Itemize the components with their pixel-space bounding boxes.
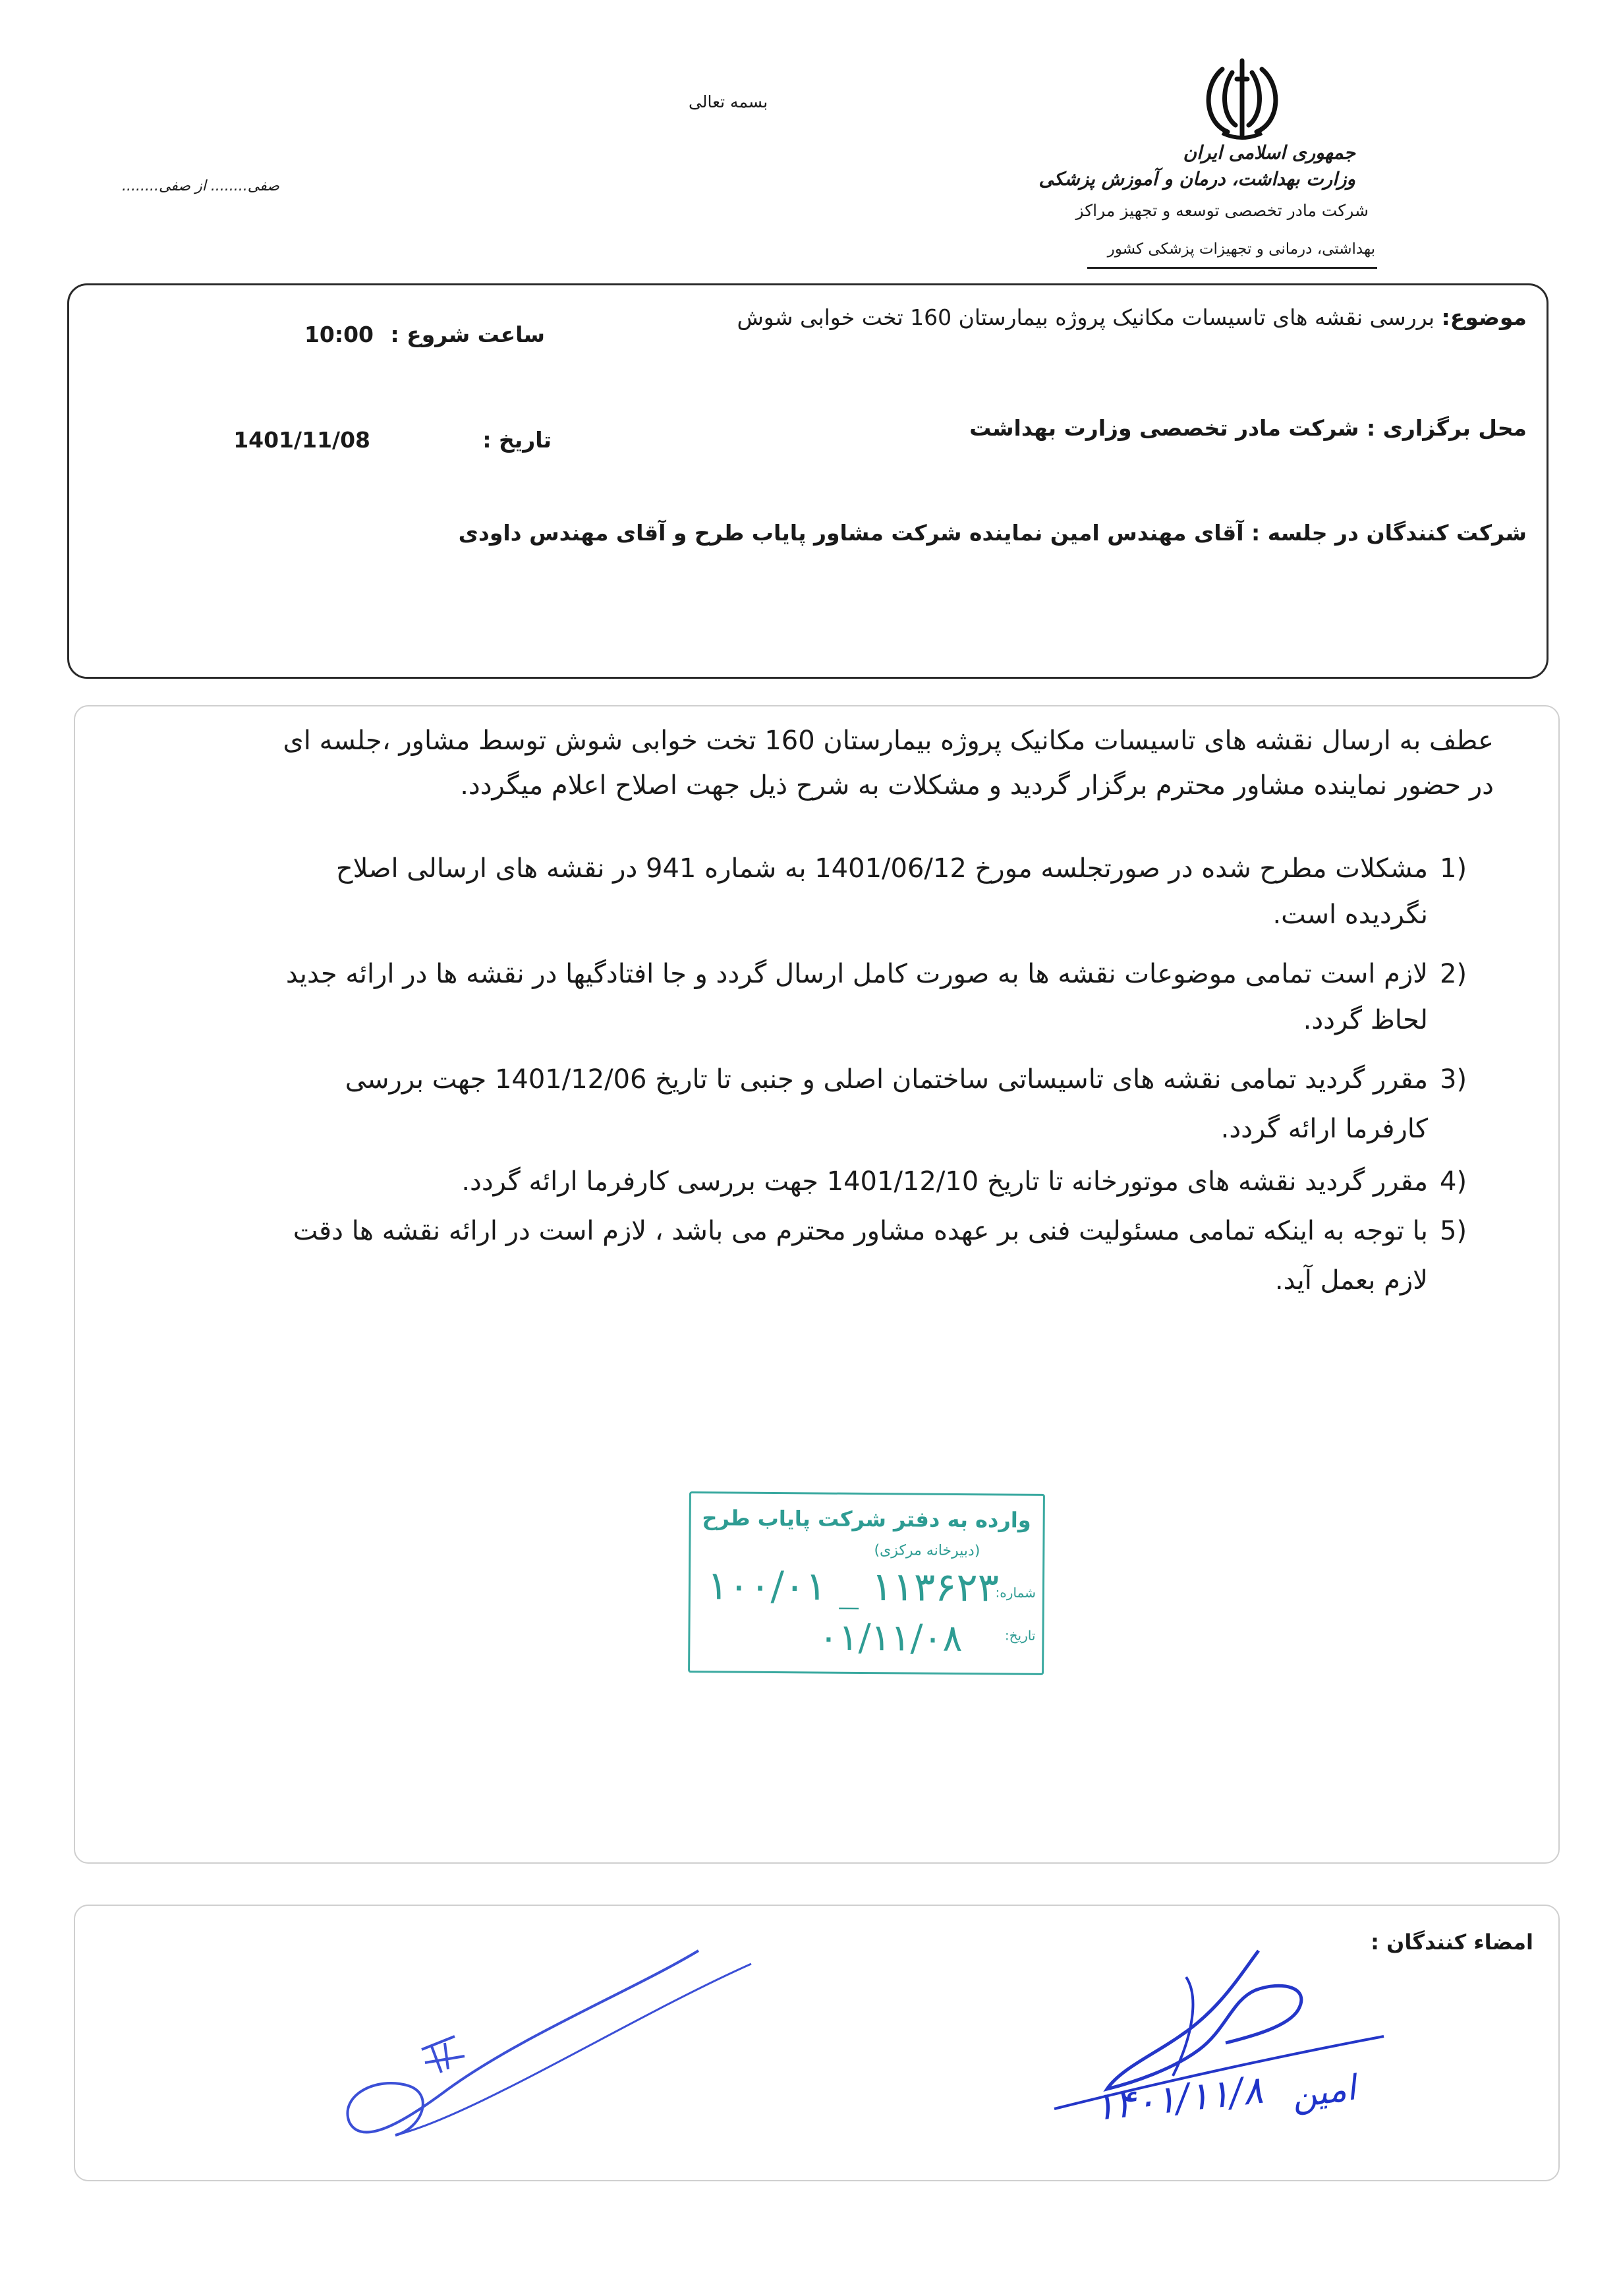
item-number: 1)	[1440, 853, 1467, 884]
stamp-number-label: شماره:	[995, 1584, 1036, 1601]
item-number: 4)	[1440, 1166, 1467, 1197]
item-1-line-2: نگردیده است.	[1272, 900, 1428, 930]
received-stamp	[688, 1491, 1045, 1675]
stamp-date-value: ۰۱/۱۱/۰۸	[818, 1616, 963, 1661]
subject-row	[737, 304, 1527, 330]
item-number: 2)	[1440, 959, 1467, 989]
item-2-line-2: لحاظ گردد.	[1303, 1005, 1428, 1035]
ministry-title: وزارت بهداشت، درمان و آموزش پزشکی	[1038, 168, 1355, 190]
intro-line-1: عطف به ارسال نقشه های تاسیسات مکانیک پروژه بیمارستان 160 تخت خوابی شوش توسط مشاور ،جلسه ای	[283, 726, 1494, 756]
header-divider	[1087, 267, 1377, 269]
republic-title: جمهوری اسلامی ایران	[1183, 142, 1355, 163]
company-title: شرکت مادر تخصصی توسعه و تجهیز مراکز	[1075, 201, 1369, 220]
signature-left	[323, 1937, 784, 2155]
meeting-info-box	[67, 283, 1548, 679]
stamp-subtitle: (دبیرخانه مرکزی)	[874, 1542, 980, 1560]
start-time-value: 10:00	[304, 322, 374, 347]
item-number: 5)	[1440, 1216, 1467, 1246]
date-label: تاریخ :	[482, 427, 552, 453]
item-3-line-2: کارفرما ارائه گردد.	[1220, 1114, 1428, 1144]
iran-emblem-logo	[1196, 53, 1288, 145]
item-4-line-1: مقرر گردید نقشه های موتورخانه تا تاریخ 1401/12/10 جهت بررسی کارفرما ارائه گردد.	[461, 1166, 1428, 1197]
page-number: صفی........ از صفی........	[122, 178, 279, 194]
item-5-line-2: لازم بعمل آید.	[1274, 1265, 1428, 1296]
stamp-title: وارده به دفتر شرکت پایاب طرح	[702, 1505, 1031, 1533]
handwritten-name: امین	[1289, 2068, 1359, 2117]
item-2-line-1: لازم است تمامی موضوعات نقشه ها به صورت کامل ارسال گردد و جا افتادگیها در نقشه ها در ارائه جدید	[285, 959, 1428, 989]
item-1-line-1: مشکلات مطرح شده در صورتجلسه مورخ 1401/06/12 به شماره 941 در نقشه های ارسالی اصلاح	[335, 853, 1428, 884]
item-number: 3)	[1440, 1064, 1467, 1095]
subject-label: موضوع:	[1441, 304, 1527, 330]
department-title: بهداشتی، درمانی و تجهیزات پزشکی کشور	[1107, 241, 1375, 258]
bismillah-heading: بسمه تعالی	[689, 92, 768, 111]
attendees-text: شرکت کنندگان در جلسه : آقای مهندس امین نماینده شرکت مشاور پایاب طرح و آقای مهندس داودی	[458, 520, 1527, 546]
stamp-number-value: ۱۰۰/۰۱ _ ۱۱۳۶۲۳	[706, 1563, 1000, 1611]
start-time-label: ساعت شروع :	[390, 322, 545, 347]
date-value: 1401/11/08	[233, 427, 370, 453]
item-5-line-1: با توجه به اینکه تمامی مسئولیت فنی بر عهده مشاور محترم می باشد ، لازم است در ارائه نقشه ها دقت	[293, 1216, 1428, 1246]
handwritten-date: ۱۴۰۱/۱۱/۸	[1092, 2067, 1266, 2130]
intro-line-2: در حضور نماینده مشاور محترم برگزار گردید و مشکلات به شرح ذیل جهت اصلاح اعلام میگردد.	[460, 770, 1494, 801]
stamp-date-label: تاریخ:	[1004, 1627, 1036, 1644]
item-3-line-1: مقرر گردید تمامی نقشه های تاسیساتی ساختمان اصلی و جنبی تا تاریخ 1401/12/06 جهت بررسی	[345, 1064, 1428, 1095]
signers-label: امضاء کنندگان :	[1371, 1930, 1533, 1955]
venue-row: محل برگزاری : شرکت مادر تخصصی وزارت بهداشت	[969, 415, 1527, 441]
subject-value: بررسی نقشه های تاسیسات مکانیک پروژه بیمارستان 160 تخت خوابی شوش	[737, 304, 1435, 330]
